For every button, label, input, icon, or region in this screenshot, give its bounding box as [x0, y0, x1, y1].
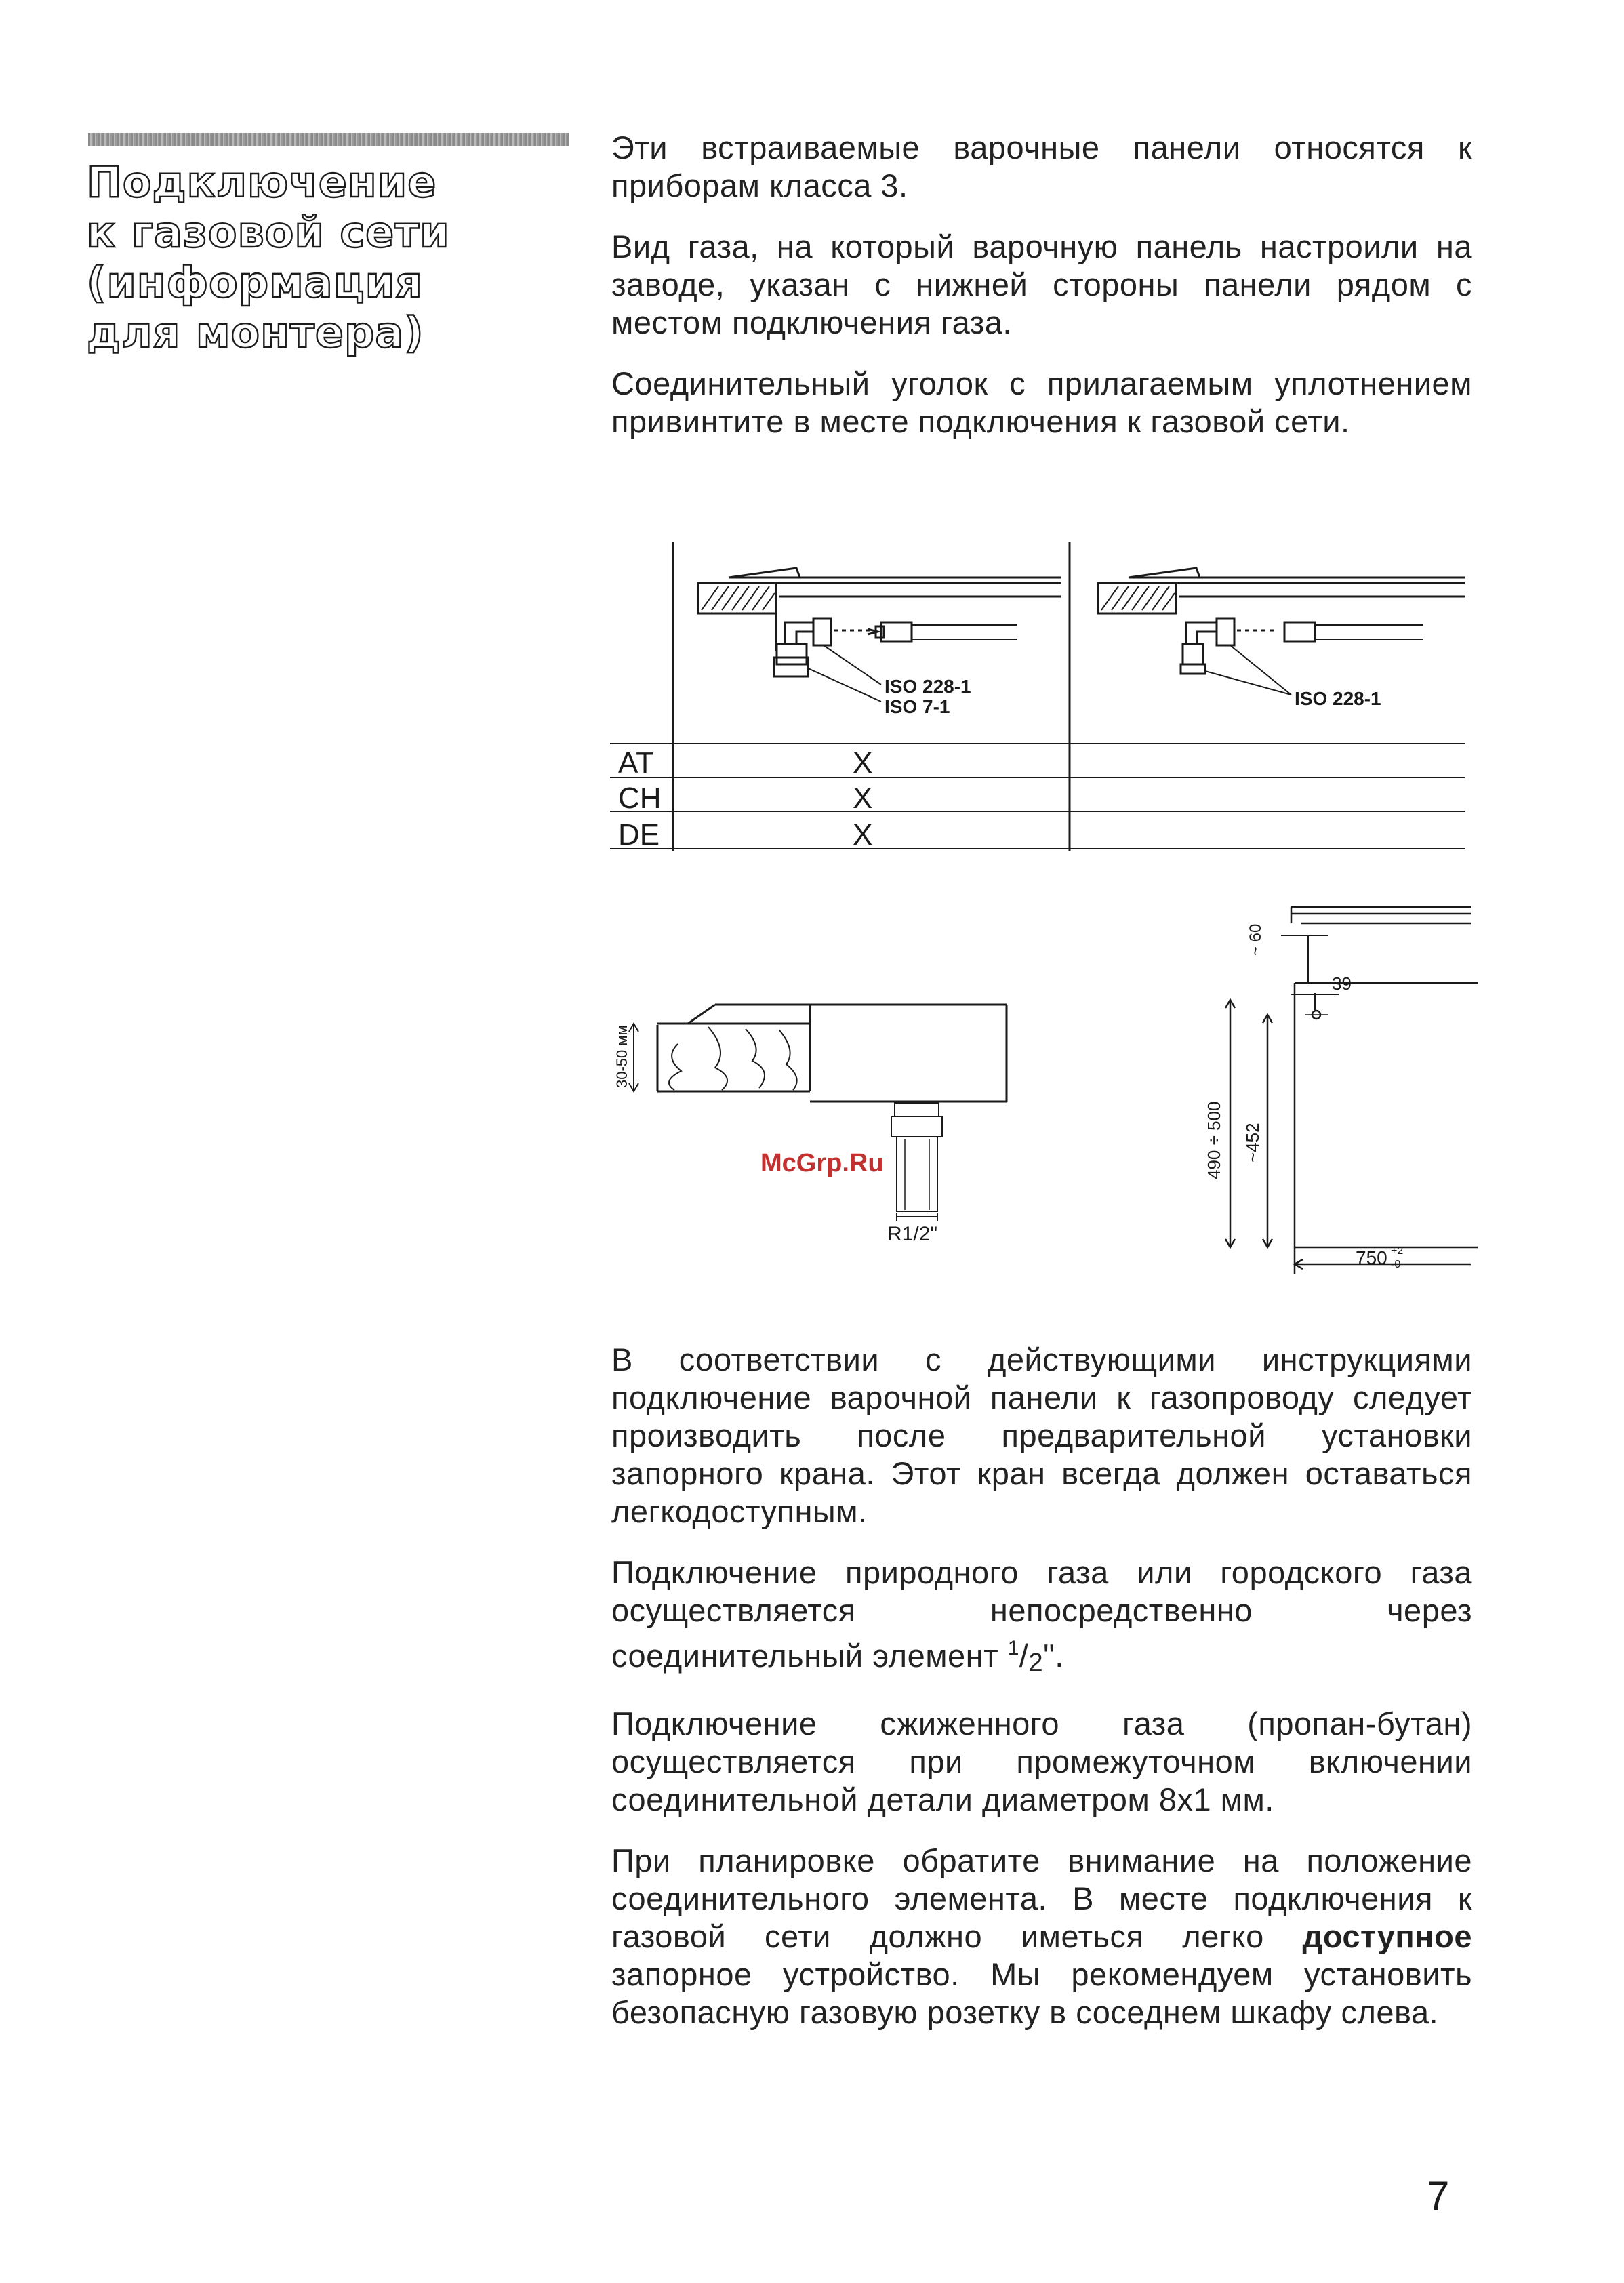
installation-text — [611, 1341, 1472, 2032]
cutout-figure — [1193, 895, 1478, 1301]
width-tol-lower: -0 — [1391, 1259, 1401, 1270]
country-code: DE — [618, 818, 660, 851]
top-gap-label: ~ 60 — [1246, 923, 1265, 956]
iso-label: ISO 228-1 — [1295, 688, 1381, 709]
intro-text — [611, 129, 1472, 441]
paragraph-planning — [611, 1842, 1472, 2032]
country-code: CH — [618, 782, 662, 815]
planning-text: При планировке обратите внимание на положение соединительного элемента. В месте подключения к газовой сети должно иметься легко — [611, 1842, 1472, 1954]
country-mark: X — [853, 818, 873, 851]
country-code: AT — [618, 746, 654, 780]
connection-figure — [610, 542, 1471, 861]
side-offset-label: 39 — [1332, 973, 1352, 994]
fraction-slash: / — [1019, 1638, 1029, 1674]
fraction-denominator: 2 — [1028, 1649, 1044, 1677]
paragraph-natural-gas — [611, 1554, 1472, 1682]
depth-range-label: 490 ÷ 500 — [1204, 1101, 1224, 1179]
heading-line: к газовой сети — [87, 207, 450, 257]
country-mark: X — [853, 782, 873, 815]
heading-rule — [88, 133, 569, 146]
width-label: 750 — [1356, 1247, 1387, 1268]
watermark: McGrp.Ru — [760, 1149, 884, 1177]
country-mark: X — [853, 746, 873, 780]
heading-line: Подключение — [87, 157, 437, 207]
paragraph-lpg: Подключение сжиженного газа (пропан-бутан) осуществляется при промежуточном включении соединительной детали диаметром 8x1 мм. — [611, 1705, 1472, 1817]
width-tol-upper: +2 — [1391, 1245, 1404, 1257]
iso-label: ISO 7-1 — [885, 696, 950, 717]
planning-text-end: запорное устройство. Мы рекомендуем установить безопасную газовую розетку в соседнем шкафу слева. — [611, 1956, 1472, 2030]
thickness-figure — [607, 969, 1027, 1254]
depth-approx-label: ~452 — [1242, 1123, 1263, 1163]
thickness-label: 30-50 мм — [613, 1025, 630, 1088]
paragraph-gas-type: Вид газа, на который варочную панель настроили на заводе, указан с нижней стороны панели рядом с местом подключения газа. — [611, 228, 1472, 340]
natural-gas-end: ". — [1043, 1638, 1064, 1674]
paragraph-elbow: Соединительный уголок с прилагаемым уплотнением привинтите в месте подключения к газовой сети. — [611, 365, 1472, 439]
planning-bold-word: доступное — [1302, 1918, 1472, 1954]
natural-gas-text: Подключение природного газа или городского газа осуществляется непосредственно через соединительный элемент — [611, 1554, 1472, 1674]
paragraph-class: Эти встраиваемые варочные панели относятся к приборам класса 3. — [611, 129, 1472, 203]
heading-line: для монтера) — [87, 308, 424, 357]
thread-label: R1/2" — [887, 1223, 938, 1245]
page-number: 7 — [1427, 2173, 1450, 2219]
paragraph-shutoff: В соответствии с действующими инструкциями подключение варочной панели к газопроводу следует производить после предварительной установки запорного крана. Этот кран всегда должен оставаться легкодоступным. — [611, 1341, 1472, 1529]
section-heading — [87, 157, 575, 358]
heading-line: (информация — [87, 258, 423, 307]
fraction-numerator: 1 — [1007, 1637, 1019, 1659]
iso-label: ISO 228-1 — [885, 676, 971, 697]
